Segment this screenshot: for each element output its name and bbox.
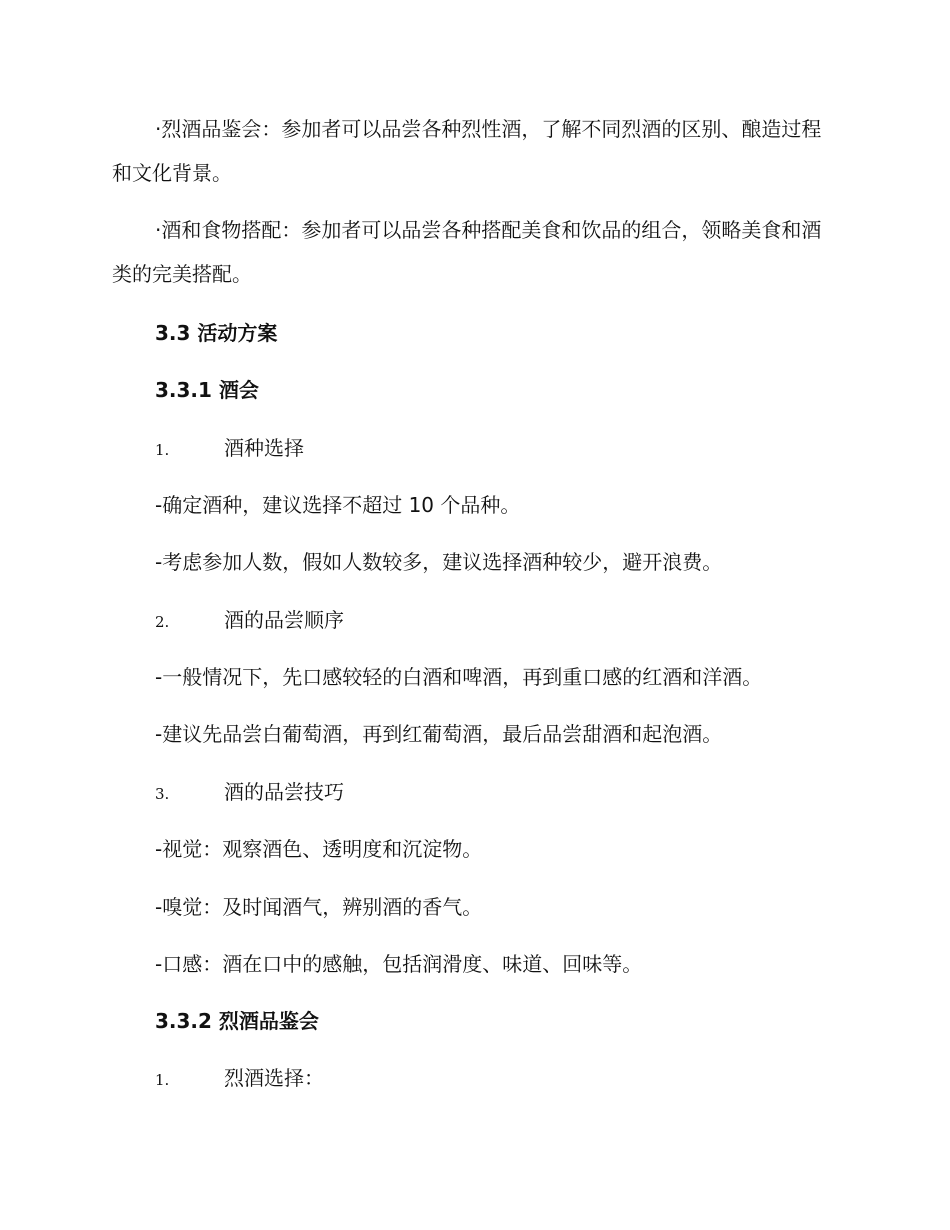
section-heading-3-3: 3.3 活动方案: [155, 321, 278, 345]
numbered-item-wine-selection: [155, 433, 304, 465]
item-number: 2.: [155, 613, 170, 631]
paragraph-wine-food-pairing: ·酒和食物搭配：参加者可以品尝各种搭配美食和饮品的组合，领略美食和酒类的完美搭配。: [112, 218, 822, 286]
list-line: -建议先品尝白葡萄酒，再到红葡萄酒，最后品尝甜酒和起泡酒。: [155, 722, 723, 746]
paragraph-spirits-tasting: ·烈酒品鉴会：参加者可以品尝各种烈性酒，了解不同烈酒的区别、酿造过程和文化背景。: [112, 117, 822, 185]
list-line: -嗅觉：及时闻酒气，辨别酒的香气。: [155, 895, 483, 919]
list-line: -确定酒种，建议选择不超过 10 个品种。: [155, 493, 521, 517]
section-heading-3-3-2: 3.3.2 烈酒品鉴会: [155, 1009, 319, 1033]
list-line: -一般情况下，先口感较轻的白酒和啤酒，再到重口感的红酒和洋酒。: [155, 665, 763, 689]
section-heading-3-3-1: 3.3.1 酒会: [155, 378, 259, 402]
item-text: 酒种选择: [224, 436, 304, 460]
numbered-item-tasting-order: [155, 605, 344, 637]
list-line: -口感：酒在口中的感触，包括润滑度、味道、回味等。: [155, 952, 643, 976]
numbered-item-tasting-skills: [155, 777, 344, 809]
item-text: 烈酒选择：: [224, 1066, 324, 1090]
item-text: 酒的品尝顺序: [224, 608, 344, 632]
item-number: 1.: [155, 1071, 170, 1089]
item-number: 1.: [155, 441, 170, 459]
numbered-item-spirits-selection: [155, 1063, 324, 1095]
item-number: 3.: [155, 785, 170, 803]
list-line: -考虑参加人数，假如人数较多，建议选择酒种较少，避开浪费。: [155, 550, 723, 574]
list-line: -视觉：观察酒色、透明度和沉淀物。: [155, 837, 483, 861]
item-text: 酒的品尝技巧: [224, 780, 344, 804]
